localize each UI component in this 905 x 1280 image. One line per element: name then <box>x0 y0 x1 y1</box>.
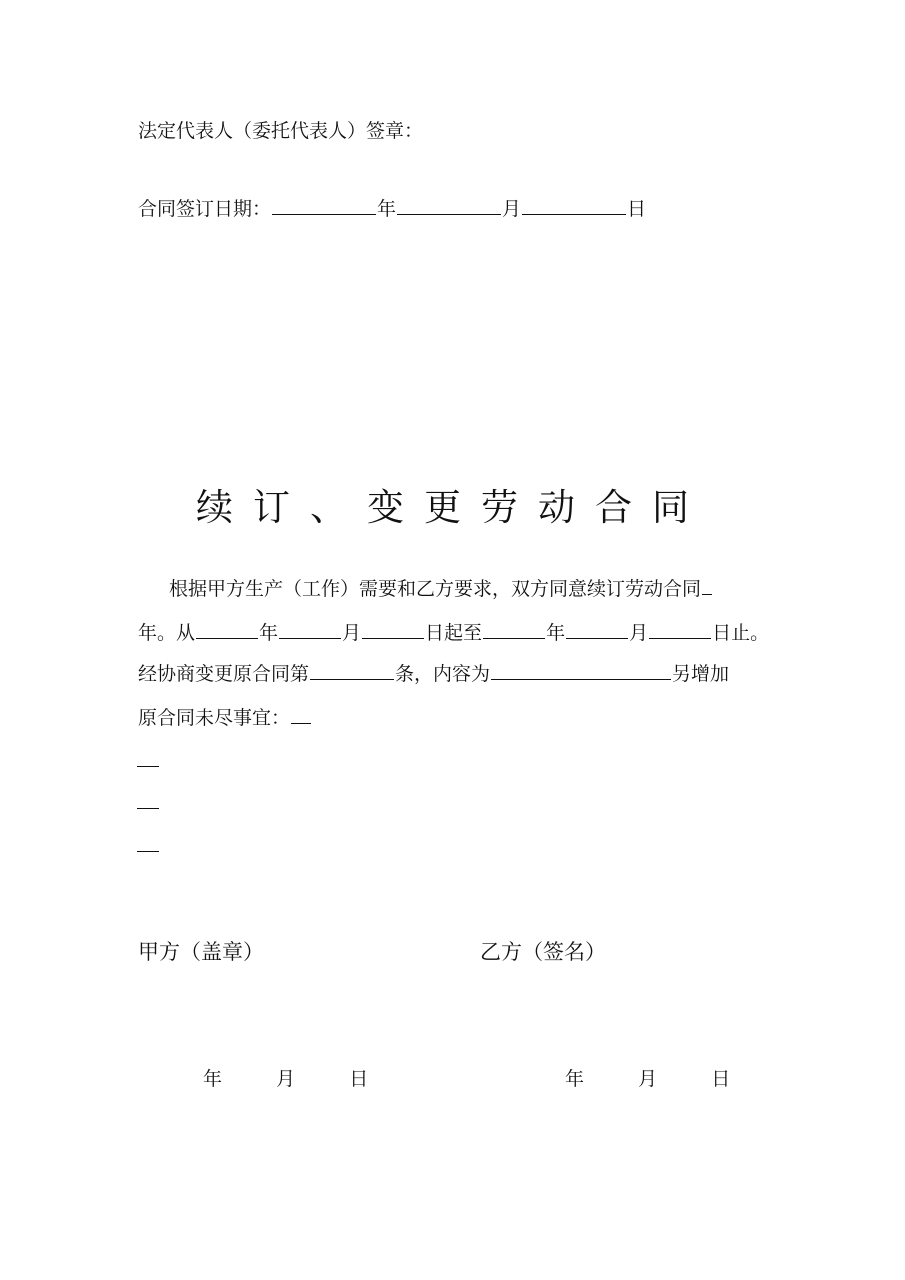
content-blank[interactable] <box>491 661 671 680</box>
to-day-blank[interactable] <box>649 620 711 639</box>
document-title: 续订、变更劳动合同 <box>196 486 709 529</box>
from-month-blank[interactable] <box>279 620 341 639</box>
line3-additional-text: 另增加 <box>672 663 730 685</box>
party-a-seal-label: 甲方（盖章） <box>138 940 264 964</box>
day-label: 日 <box>627 198 647 220</box>
to-year-blank[interactable] <box>483 620 545 639</box>
party-a-date <box>203 1067 368 1091</box>
blank-line-1[interactable] <box>137 766 159 767</box>
line2-start-text: 年。从 <box>138 622 196 644</box>
from-month-label: 月 <box>342 622 362 644</box>
clause-number-blank[interactable] <box>310 661 394 680</box>
from-year-blank[interactable] <box>196 620 258 639</box>
legal-rep-signature-label <box>138 119 423 143</box>
party-b-day-label: 日 <box>711 1068 731 1090</box>
to-month-label: 月 <box>629 622 649 644</box>
legal-rep-label: 法定代表人（委托代表人）签章： <box>138 120 424 142</box>
party-b-month-label: 月 <box>638 1068 658 1090</box>
to-month-blank[interactable] <box>566 620 628 639</box>
party-a-day-label: 日 <box>349 1068 369 1090</box>
body-line-3 <box>138 661 729 686</box>
party-a-month-label: 月 <box>276 1068 296 1090</box>
line3-clause-text: 经协商变更原合同第 <box>138 663 310 685</box>
renew-years-blank[interactable] <box>702 576 712 595</box>
year-blank[interactable] <box>272 196 376 215</box>
body-line-4 <box>138 705 312 730</box>
blank-line-2[interactable] <box>137 808 159 809</box>
unfinished-matters-label: 原合同未尽事宜： <box>138 707 291 729</box>
unfinished-matters-blank[interactable] <box>291 705 311 724</box>
party-b-sign-label: 乙方（签名） <box>480 940 606 964</box>
sign-date-label: 合同签订日期： <box>138 198 272 220</box>
to-year-label: 年 <box>546 622 566 644</box>
to-day-label: 日止。 <box>712 622 770 644</box>
party-b-date <box>565 1067 730 1091</box>
blank-line-3[interactable] <box>137 851 159 852</box>
month-blank[interactable] <box>397 196 501 215</box>
day-blank[interactable] <box>522 196 626 215</box>
party-a-year-label: 年 <box>203 1068 223 1090</box>
contract-sign-date-line <box>138 196 646 221</box>
body-para1-text: 根据甲方生产（工作）需要和乙方要求，双方同意续订劳动合同 <box>169 578 702 600</box>
from-day-label: 日起至 <box>425 622 483 644</box>
party-b-year-label: 年 <box>565 1068 585 1090</box>
body-line-2 <box>138 620 769 645</box>
from-day-blank[interactable] <box>362 620 424 639</box>
from-year-label: 年 <box>259 622 279 644</box>
line3-content-text: 条，内容为 <box>395 663 491 685</box>
year-label: 年 <box>377 198 397 220</box>
body-line-1 <box>169 576 713 601</box>
month-label: 月 <box>502 198 522 220</box>
